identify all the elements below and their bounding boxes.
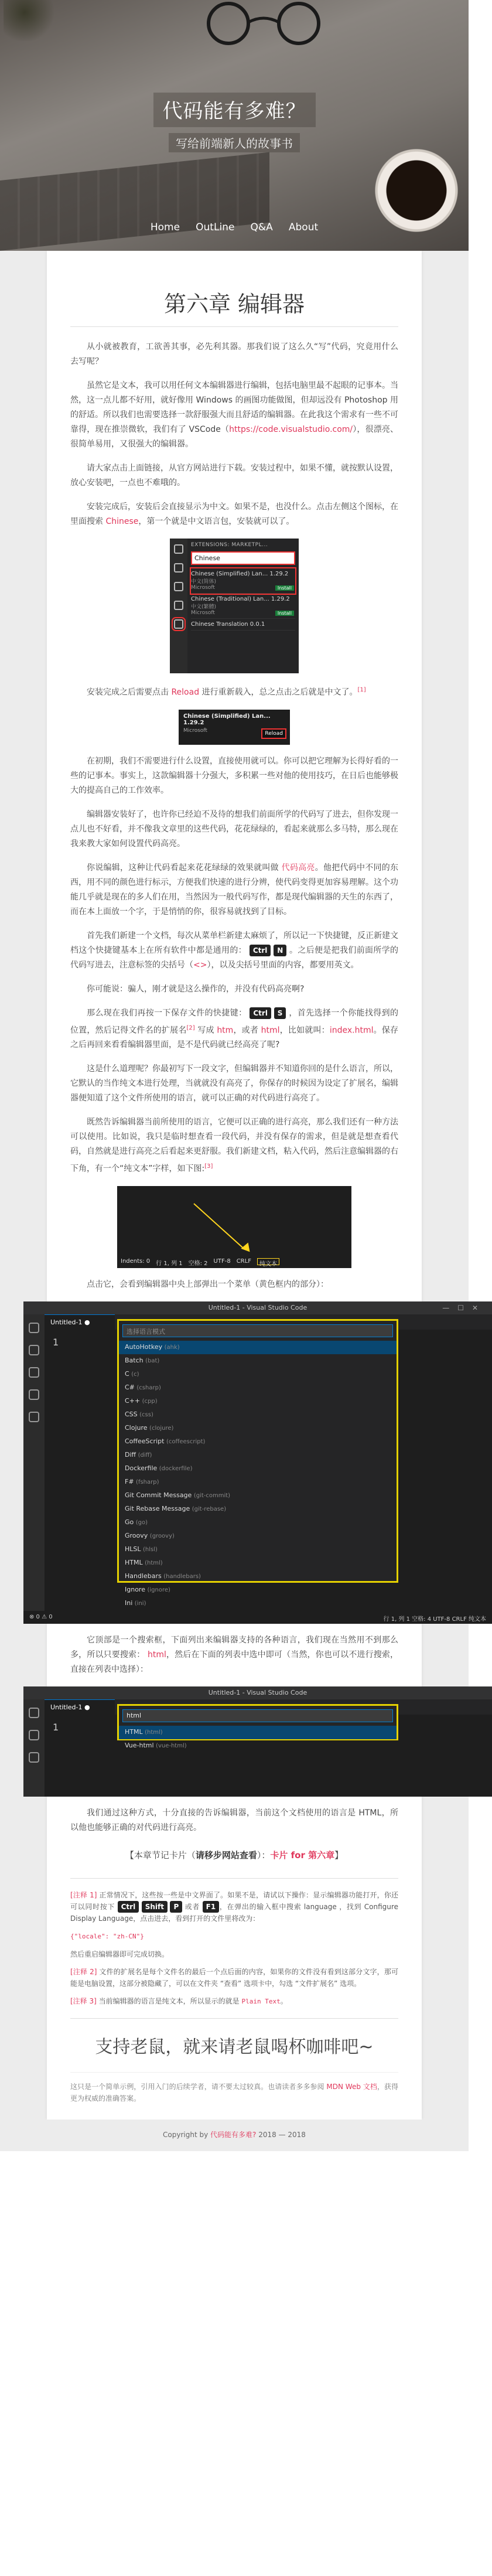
copyright-text: Copyright by — [163, 2130, 211, 2139]
paragraph — [70, 1006, 398, 1053]
editor-tab: Untitled-1 ● — [45, 1699, 115, 1715]
html-keyword: html — [147, 1650, 166, 1660]
status-item: Indents: 0 — [121, 1258, 151, 1265]
paragraph — [70, 379, 398, 452]
plant-decoration — [4, 0, 56, 41]
extension-desc: 中文(繁體) — [191, 604, 217, 610]
disclaimer-text: 这只是一个简单示例，引用入门的后续学者，请不要太过较真。也请读者多多参阅 — [70, 2082, 327, 2091]
paragraph — [70, 1115, 398, 1177]
status-right: 行 1, 列 1 空格: 4 UTF-8 CRLF 纯文本 — [383, 1616, 486, 1623]
locale-code: {"locale": "zh-CN"} — [70, 1932, 144, 1940]
ext-html: html — [261, 1025, 280, 1035]
language-name: AutoHotkey — [125, 1342, 163, 1351]
language-name: C++ — [125, 1396, 141, 1405]
paragraph-text: 写成 — [194, 1025, 217, 1035]
paragraph: 请大家点击上面链接，从官方网站进行下载。安装过程中，如果不懂，就按默认设置，放心安装吧，一点也不难哦的。 — [70, 464, 398, 488]
footer-site-link[interactable]: 代码能有多难? — [210, 2130, 257, 2139]
language-quick-pick — [117, 1319, 398, 1607]
language-quick-pick — [117, 1704, 398, 1749]
arrow-icon — [241, 1242, 253, 1255]
arrow-line — [193, 1203, 244, 1249]
language-id: (hlsl) — [143, 1546, 158, 1553]
footnote-ref[interactable]: [2] — [186, 1024, 195, 1031]
paragraph: 点击它，会看到编辑器中央上部弹出一个菜单（黄色框内的部分）： — [87, 1279, 329, 1289]
explorer-icon — [174, 544, 183, 554]
filename-index-html: index.html — [329, 1025, 374, 1035]
site-footer — [0, 2120, 469, 2151]
git-icon — [29, 1752, 39, 1763]
explorer-icon — [29, 1708, 39, 1718]
hero-banner — [0, 0, 469, 251]
install-button: Install — [275, 611, 294, 616]
note-1-code — [70, 1930, 398, 1943]
language-id: (c) — [131, 1371, 139, 1378]
nav-outline[interactable]: OutLine — [196, 222, 235, 233]
paragraph-text: 既然告诉编辑器当前所使用的语言，它便可以正确的进行高亮，那么我们还有一种方法可以使用。比如说，我只是临时想查看一段代码，并没有保存的需求，但是就是想查看代码，自然就是进行高亮之后看起来更舒服。我们新建文档，粘入代码，然后注意编辑器的右下角，有一个“纯文本”字样，如下图: — [70, 1117, 398, 1174]
paragraph-text: 。之后便是把我们前面所学的代码写进去，注意标签的尖括号（ — [70, 945, 399, 970]
extensions-icon — [29, 1412, 39, 1422]
paragraph-text: 安装完成之后需要点击 — [87, 687, 172, 697]
ext-htm: htm — [217, 1025, 234, 1035]
language-name: C# — [125, 1383, 135, 1391]
extensions-screenshot — [170, 539, 299, 673]
chapter-card — [70, 1848, 398, 1863]
panel-header: EXTENSIONS: MARKETPL... — [191, 542, 268, 548]
language-mode-status: 纯文本 — [257, 1258, 279, 1265]
language-search-input: html — [122, 1709, 393, 1722]
nav-home[interactable]: Home — [150, 222, 180, 233]
plain-text-code: Plain Text — [241, 1997, 281, 2005]
chapter-title: 第六章 编辑器 — [70, 286, 398, 327]
paragraph-text: 它顶部是一个搜索框，下面列出来编辑器支持的各种语言，我们现在当然用不到那么多，所以只要搜索： — [70, 1635, 398, 1660]
kbd-n: N — [274, 945, 286, 956]
html-search-screenshot — [23, 1686, 492, 1797]
page-background — [0, 251, 486, 2120]
paragraph-text: ，比如就叫： — [279, 1025, 330, 1035]
language-id: (coffeescript) — [166, 1438, 206, 1445]
card-instruction: 请移步网站查看 — [195, 1849, 257, 1861]
note-1-tail: 然后重启编辑器即可完成切换。 — [70, 1950, 169, 1958]
language-option — [119, 1341, 397, 1354]
language-search-input: 选择语言模式 — [122, 1324, 393, 1337]
note-tag: [注释 2] — [70, 1967, 97, 1976]
status-item: 空格: 2 — [188, 1260, 208, 1267]
language-option — [119, 1583, 397, 1597]
search-icon — [174, 563, 183, 573]
paragraph-text: ，第一个就是中文语言包，安装就可以了。 — [138, 517, 295, 526]
paragraph: 这是什么道理呢？你最初写下一段文字，但编辑器并不知道你回的是什么语言，所以，它默认的当作纯文本进行处理，当就就没有高亮了，你保存的时候因为设定了扩展名，编辑器便知道了这个文件所使用的语言，就可以正确的对代码进行高亮了。 — [70, 1064, 398, 1103]
language-name: Diff — [125, 1450, 136, 1459]
card-text: 【本章节记卡片（ — [125, 1849, 196, 1861]
editor-tab: Untitled-1 ● — [45, 1314, 115, 1330]
language-option — [119, 1726, 397, 1739]
language-name: Dockerfile — [125, 1464, 158, 1472]
status-item: CRLF — [236, 1258, 251, 1265]
paragraph-text: 首先我们新建一个文档，每次从菜单栏新建太麻烦了，所以记一下快捷键，反正新建文档这个快捷键基本上在所有软件中都是通用的： — [70, 931, 398, 955]
language-id: (html) — [145, 1559, 163, 1566]
language-name: HTML — [125, 1727, 143, 1736]
extension-desc: 中文(简体) — [191, 579, 217, 585]
language-id: (vue-html) — [156, 1742, 187, 1749]
language-id: (handlebars) — [163, 1573, 201, 1580]
extension-item — [191, 619, 295, 631]
extension-name: Chinese (Simplified) Lan... 1.29.2 — [183, 713, 271, 726]
language-name: HLSL — [125, 1545, 141, 1553]
language-id: (css) — [139, 1411, 153, 1418]
language-option — [119, 1476, 397, 1489]
article — [29, 251, 486, 2120]
card-text: ）： — [257, 1849, 271, 1861]
paragraph-text: ，或者 — [233, 1025, 261, 1035]
paragraph-text: ），很漂亮、很简单易用，又很强大的编辑器。 — [70, 425, 398, 449]
paragraph — [70, 683, 398, 700]
kbd-ctrl: Ctrl — [250, 945, 271, 956]
language-option — [119, 1422, 397, 1435]
language-name: CSS — [125, 1410, 138, 1418]
paragraph: 我们通过这种方式，十分直接的告诉编辑器，当前这个文档使用的语言是 HTML，所以他也能够正确的对代码进行高亮。 — [70, 1808, 398, 1832]
language-name: Git Rebase Message — [125, 1504, 190, 1512]
extension-name: Chinese (Traditional) Lan... 1.29.2 — [191, 596, 290, 602]
search-icon — [29, 1730, 39, 1740]
language-name: Clojure — [125, 1423, 148, 1432]
glasses-image — [193, 0, 334, 64]
note-text: ，在弹出的输入框中搜索 language ，找到 Configure Display Language，点击进去，看到打开的文件里将改为： — [70, 1902, 398, 1923]
note-1 — [70, 1889, 398, 1924]
explorer-icon — [29, 1323, 39, 1333]
note-text: 或者 — [182, 1902, 203, 1911]
note-2 — [70, 1966, 398, 1989]
note-3 — [70, 1995, 398, 2008]
site-heading — [0, 93, 469, 152]
vscode-link[interactable]: https://code.visualstudio.com/ — [229, 425, 353, 434]
status-item: 行 1, 列 1 — [156, 1260, 183, 1267]
main-nav — [0, 222, 469, 233]
language-option — [119, 1502, 397, 1516]
nav-qa[interactable]: Q&A — [250, 222, 273, 233]
language-option — [119, 1739, 397, 1753]
paragraph-text: ，然后在下面的列表中选中即可（当然，你也可以不进行搜索，直接在列表中选择）： — [70, 1650, 399, 1674]
language-id: (cpp) — [142, 1398, 158, 1405]
language-name: CoffeeScript — [125, 1437, 165, 1445]
language-list — [119, 1341, 397, 1610]
language-id: (html) — [145, 1729, 163, 1736]
language-option — [119, 1462, 397, 1476]
activity-bar — [23, 1699, 45, 1797]
language-id: (ini) — [134, 1600, 146, 1607]
search-icon — [29, 1345, 39, 1355]
language-name: Handlebars — [125, 1572, 162, 1580]
paragraph-text: 安装完成后，安装后会直接显示为中文。如果不是，也没什么。点击左侧这个图标，在里面搜索 — [70, 502, 398, 526]
paragraph: 你可能说：骗人，刚才就是这么操作的，并没有代码高亮啊? — [87, 984, 305, 994]
extensions-icon — [174, 619, 183, 629]
window-titlebar — [23, 1301, 492, 1314]
kbd-ctrl: Ctrl — [250, 1007, 271, 1019]
language-option — [119, 1543, 397, 1556]
paragraph-text: 。保存之后再回来看看编辑器里面，是不是代码就已经高亮了呢? — [70, 1025, 399, 1050]
language-name: HTML — [125, 1558, 143, 1566]
language-option — [119, 1408, 397, 1422]
footnote-ref[interactable]: [3] — [204, 1163, 213, 1170]
paragraph-text: ，首先选择一个你能找得到的位置，然后记得文件名的扩展名 — [70, 1008, 399, 1035]
disclaimer-text: ，获得更为权威的准确答案。 — [70, 2082, 398, 2103]
language-name: C — [125, 1369, 129, 1378]
paragraph — [70, 500, 398, 529]
status-bar — [117, 1255, 351, 1268]
language-name: Batch — [125, 1356, 144, 1364]
window-title: Untitled-1 - Visual Studio Code — [208, 1688, 308, 1696]
language-name: Ini — [125, 1599, 133, 1607]
note-text: 当前编辑器的语言是纯文本，所以显示的就是 — [96, 1996, 242, 2005]
activity-bar — [170, 539, 187, 673]
debug-icon — [174, 601, 183, 610]
disclaimer — [70, 2072, 398, 2104]
nav-about[interactable]: About — [288, 222, 319, 233]
language-id: (clojure) — [149, 1425, 174, 1432]
paragraph: 编辑器安装好了，也许你已经迫不及待的想我们前面所学的代码写了进去，但你发现一点儿也不好看，并不像我文章里的这些代码，花花绿绿的，看起来就那么多马特，那么现在我来教大家如何设置代码高亮。 — [70, 809, 398, 849]
language-name: Groovy — [125, 1531, 148, 1539]
window-title: Untitled-1 - Visual Studio Code — [208, 1303, 308, 1311]
extension-search-input: Chinese — [191, 551, 295, 565]
activity-bar — [23, 1314, 45, 1611]
language-option — [119, 1395, 397, 1408]
language-option — [119, 1368, 397, 1381]
paragraph-text: 。他把代码中不同的东西，用不同的颜色进行标示，方便我们快速的进行分辨，使代码变得更加容易理解。这个功能几乎就是现在的多人们在用，当然因为一般代码写作，都是现代编辑器的天生的东西了，而在本上面放一个字，于是悄悄的你，很容易就找到了目标。 — [70, 863, 399, 916]
note-text: 正常情况下，这些按一些是中文界面了。如果不是，请试以下操作：显示编辑器功能打开，你还可以同时按下 — [70, 1890, 398, 1911]
extension-item — [191, 594, 295, 619]
kbd-p: P — [170, 1901, 182, 1913]
mdn-link[interactable]: MDN Web 文档 — [326, 2082, 377, 2091]
paragraph — [70, 929, 398, 973]
window-controls: —☐✕ — [442, 1303, 486, 1312]
language-picker-screenshot — [23, 1301, 492, 1624]
language-name: Go — [125, 1518, 134, 1526]
language-name: Vue-html — [125, 1741, 154, 1749]
extension-name: Chinese Translation 0.0.1 — [191, 621, 265, 628]
kbd-s: S — [274, 1007, 286, 1019]
problems-status: ⊗ 0 ⚠ 0 — [29, 1613, 53, 1620]
kbd-f1: F1 — [203, 1901, 220, 1913]
extension-publisher: Microsoft — [191, 585, 215, 591]
note-tag: [注释 1] — [70, 1890, 97, 1899]
extension-publisher: Microsoft — [191, 610, 215, 616]
paragraph-text: 进行重新载入，总之点击之后就是中文了。 — [199, 687, 358, 697]
language-id: (dockerfile) — [159, 1465, 193, 1472]
note-text: 。 — [280, 1996, 288, 2005]
language-option — [119, 1435, 397, 1449]
paragraph-text: 你说编辑，这种让代码看起来花花绿绿的效果就叫做 — [87, 863, 282, 873]
keyboard-image — [0, 152, 269, 251]
support-message: 支持老鼠，就来请老鼠喝杯咖啡吧~ — [95, 2036, 374, 2057]
paragraph: 从小就被教育，工欲善其事，必先利其器。那我们说了这么久“写”代码，究竟用什么去写呢？ — [70, 342, 398, 366]
extension-publisher: Microsoft — [183, 727, 207, 734]
language-id: (csharp) — [136, 1384, 161, 1391]
divider — [70, 2018, 398, 2019]
chinese-keyword[interactable]: Chinese — [105, 517, 139, 526]
language-id: (diff) — [138, 1451, 152, 1459]
line-number: 1 — [53, 1721, 59, 1733]
language-option — [119, 1516, 397, 1529]
footnote-ref[interactable]: [1] — [357, 687, 366, 693]
reload-screenshot — [179, 710, 290, 745]
card-text: 】 — [334, 1849, 344, 1861]
paragraph-text: ），以及尖括号里面的内容，都要用英文。 — [207, 960, 359, 970]
paragraph — [70, 1633, 398, 1677]
language-id: (git-rebase) — [192, 1505, 227, 1512]
paragraph-text: 那么现在我们再按一下保存文件的快捷键： — [87, 1008, 247, 1018]
note-tag: [注释 3] — [70, 1996, 97, 2005]
extension-item — [191, 568, 295, 594]
code-highlight-keyword[interactable]: 代码高亮 — [281, 863, 315, 873]
site-subtitle: 写给前端新人的故事书 — [169, 133, 300, 152]
site-title[interactable]: 代码能有多难？ — [153, 93, 316, 127]
paragraph: 在初期，我们不需要进行什么设置，直接使用就可以。你可以把它理解为长得好看的一些的记事本。事实上，这款编辑器十分强大，多积累一些对他的使用技巧，在日后也能够极大的提高自己的工作效率。 — [70, 756, 398, 795]
language-id: (git-commit) — [193, 1492, 231, 1499]
angle-brackets: <> — [193, 960, 207, 970]
git-icon — [174, 582, 183, 591]
reload-button: Reload — [261, 728, 286, 739]
paragraph — [70, 861, 398, 919]
divider — [70, 1878, 398, 1879]
extension-name: Chinese (Simplified) Lan... 1.29.2 — [191, 571, 289, 577]
paragraph-text: 虽然它是文本，我可以用任何文本编辑器进行编辑，包括电脑里最不起眼的记事本。当然，这一点儿都不好用，就好像用 Windows 的画图功能做图，但却远没有 Photoshop 用的舒适。所以我们也需要选择一款舒服强大而且舒适的编辑器。在此我这个需求有一些不可靠得，现在推崇微软，我们有了 VSCode（ — [70, 381, 398, 434]
language-id: (groovy) — [149, 1532, 175, 1539]
language-id: (fsharp) — [136, 1478, 159, 1485]
language-name: Git Commit Message — [125, 1491, 192, 1499]
language-option — [119, 1556, 397, 1570]
language-option — [119, 1381, 397, 1395]
status-bar — [23, 1611, 492, 1624]
kbd-ctrl: Ctrl — [118, 1901, 139, 1913]
copyright-years: 2018 — 2018 — [256, 2130, 306, 2139]
language-option — [119, 1529, 397, 1543]
language-id: (ignore) — [147, 1586, 170, 1593]
language-option — [119, 1354, 397, 1368]
language-option — [119, 1597, 397, 1610]
extensions-panel — [187, 539, 299, 673]
language-option — [119, 1449, 397, 1462]
debug-icon — [29, 1389, 39, 1400]
language-option — [119, 1570, 397, 1583]
install-button: Install — [275, 585, 294, 591]
status-item: UTF-8 — [213, 1258, 231, 1265]
language-name: F# — [125, 1477, 134, 1485]
reload-keyword[interactable]: Reload — [171, 687, 200, 697]
language-id: (ahk) — [164, 1344, 180, 1351]
chapter-card-link[interactable]: 卡片 for 第六章 — [270, 1849, 335, 1861]
window-titlebar — [23, 1686, 492, 1699]
git-icon — [29, 1367, 39, 1378]
language-id: (bat) — [145, 1357, 160, 1364]
line-number: 1 — [53, 1336, 59, 1348]
status-bar-screenshot — [117, 1186, 351, 1268]
language-name: Ignore — [125, 1585, 145, 1593]
kbd-shift: Shift — [142, 1901, 168, 1913]
language-option — [119, 1489, 397, 1502]
language-id: (go) — [135, 1519, 148, 1526]
note-text: 文件的扩展名是每个文件名的最后一个点后面的内容，如果你的文件没有看到这部分文字，那可能是电脑设置，这部分被隐藏了，可以在文件夹 “查看” 选项卡中，勾选 “文件扩展名” 选项。 — [70, 1967, 398, 1988]
